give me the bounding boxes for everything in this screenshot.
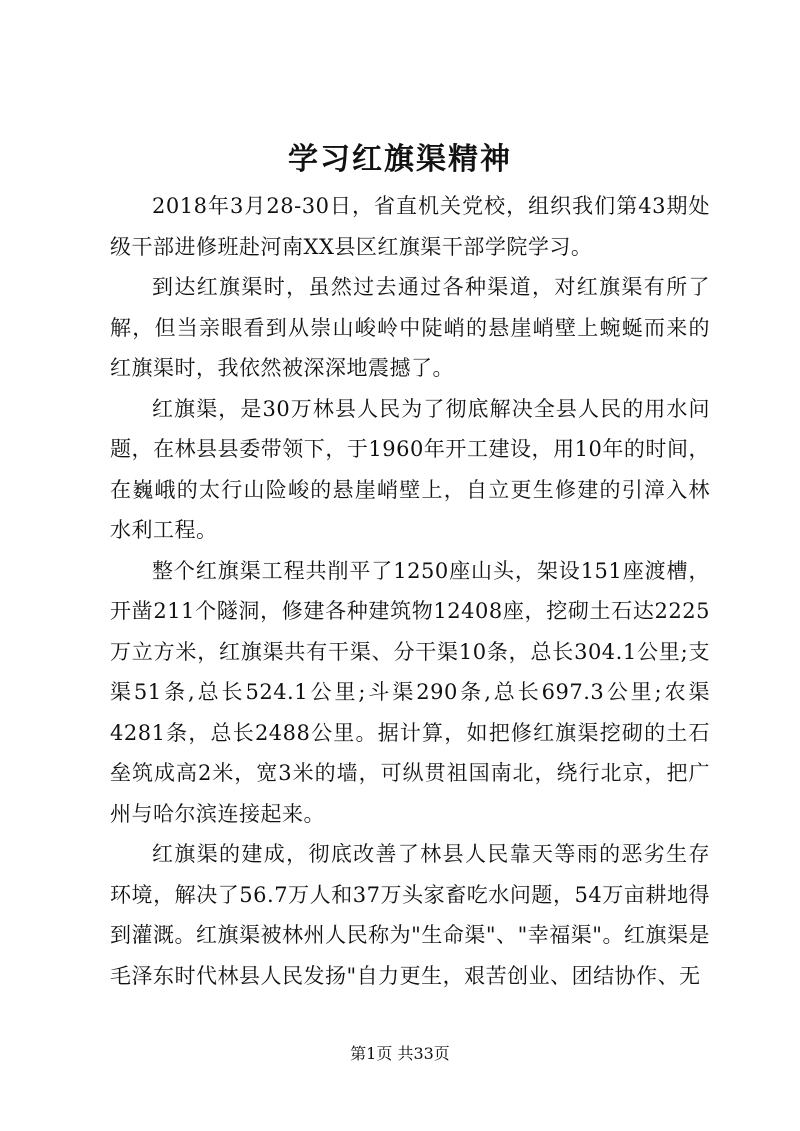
- document-body: [110, 186, 710, 996]
- paragraph-5: 红旗渠的建成，彻底改善了林县人民靠天等雨的恶劣生存环境，解决了56.7万人和37万头家畜吃水问题，54万亩耕地得到灌溉。红旗渠被林州人民称为"生命渠"、"幸福渠"。红旗渠是毛泽东时代林县人民发扬"自力更生，艰苦创业、团结协作、无: [110, 842, 710, 988]
- paragraph-3: 红旗渠，是30万林县人民为了彻底解决全县人民的用水问题，在林县县委带领下，于1960年开工建设，用10年的时间，在巍峨的太行山险峻的悬崖峭壁上，自立更生修建的引漳入林水利工程。: [110, 396, 710, 542]
- paragraph-2: 到达红旗渠时，虽然过去通过各种渠道，对红旗渠有所了解，但当亲眼看到从崇山峻岭中陡峭的悬崖峭壁上蜿蜒而来的红旗渠时，我依然被深深地震撼了。: [110, 275, 710, 380]
- page-number-footer: 第1页 共33页: [350, 1044, 450, 1063]
- paragraph-1: 2018年3月28-30日，省直机关党校，组织我们第43期处级干部进修班赴河南XX县区红旗渠干部学院学习。: [110, 194, 710, 259]
- paragraph-4: 整个红旗渠工程共削平了1250座山头，架设151座渡槽，开凿211个隧洞，修建各种建筑物12408座，挖砌土石达2225万立方米，红旗渠共有干渠、分干渠10条，总长304.1公里;支渠51条,总长524.1公里;斗渠290条,总长697.3公里;农渠4281条，总长2488公里。据计算，如把修红旗渠挖砌的土石垒筑成高2米，宽3米的墙，可纵贯祖国南北，绕行北京，把广州与哈尔滨连接起来。: [110, 558, 710, 826]
- document-title: 学习红旗渠精神: [288, 142, 512, 177]
